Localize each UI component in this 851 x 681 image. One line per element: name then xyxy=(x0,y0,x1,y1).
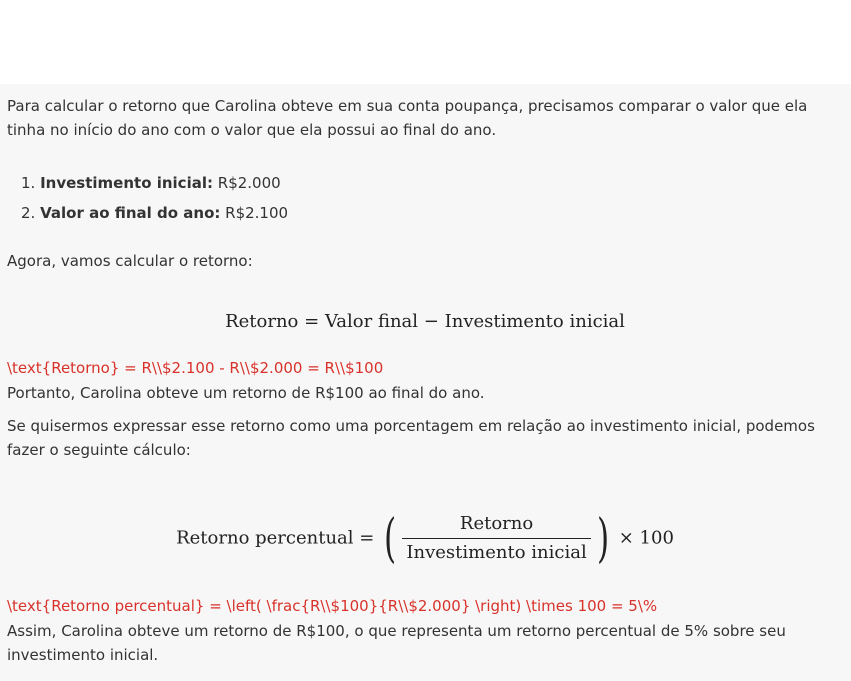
calc-intro: Agora, vamos calcular o retorno: xyxy=(7,252,253,270)
right-paren: ) xyxy=(596,508,609,569)
list-number: 1. xyxy=(21,174,36,192)
formula-percent xyxy=(7,508,843,569)
percent-intro: Se quisermos expressar esse retorno como uma porcentagem em relação ao investimento inicial, podemos fazer o seguinte cálculo: xyxy=(7,417,815,459)
list-label: Valor ao final do ano: xyxy=(40,204,221,222)
fraction xyxy=(402,512,590,565)
formula-equals: = xyxy=(359,527,375,549)
list-value: R$2.100 xyxy=(225,204,289,222)
formula-term-a: Valor final xyxy=(324,311,419,332)
result-paragraph: Portanto, Carolina obteve um retorno de R$100 ao final do ano. xyxy=(7,384,485,402)
fraction-denominator: Investimento inicial xyxy=(406,542,587,563)
list-number: 2. xyxy=(21,204,36,222)
formula-lhs: Retorno xyxy=(225,311,299,332)
latex-error-1: \text{Retorno} = R\\$2.100 - R\\$2.000 = R\\$100 xyxy=(7,359,384,377)
list-item xyxy=(7,168,288,198)
formula-return xyxy=(7,310,843,334)
intro-paragraph: Para calcular o retorno que Carolina obteve em sua conta poupança, precisamos comparar o valor que ela tinha no início do ano com o valor que ela possui ao final do ano. xyxy=(7,97,808,139)
list-item xyxy=(7,198,288,228)
formula-equals: = xyxy=(304,311,320,332)
formula-minus: − xyxy=(423,311,439,332)
latex-error-2: \text{Retorno percentual} = \left( \frac{R\\$100}{R\\$2.000} \right) \times 100 = 5\% xyxy=(7,597,658,615)
fraction-numerator: Retorno xyxy=(402,512,590,539)
values-list xyxy=(7,168,288,228)
conclusion-paragraph: Assim, Carolina obteve um retorno de R$100, o que representa um retorno percentual de 5% sobre seu investimento inicial. xyxy=(7,622,786,664)
list-label: Investimento inicial: xyxy=(40,174,213,192)
formula-times: × 100 xyxy=(618,527,674,549)
answer-panel xyxy=(0,84,851,681)
left-paren: ( xyxy=(384,508,397,569)
formula-lhs: Retorno percentual xyxy=(176,527,354,549)
list-value: R$2.000 xyxy=(217,174,281,192)
formula-term-b: Investimento inicial xyxy=(444,311,625,332)
